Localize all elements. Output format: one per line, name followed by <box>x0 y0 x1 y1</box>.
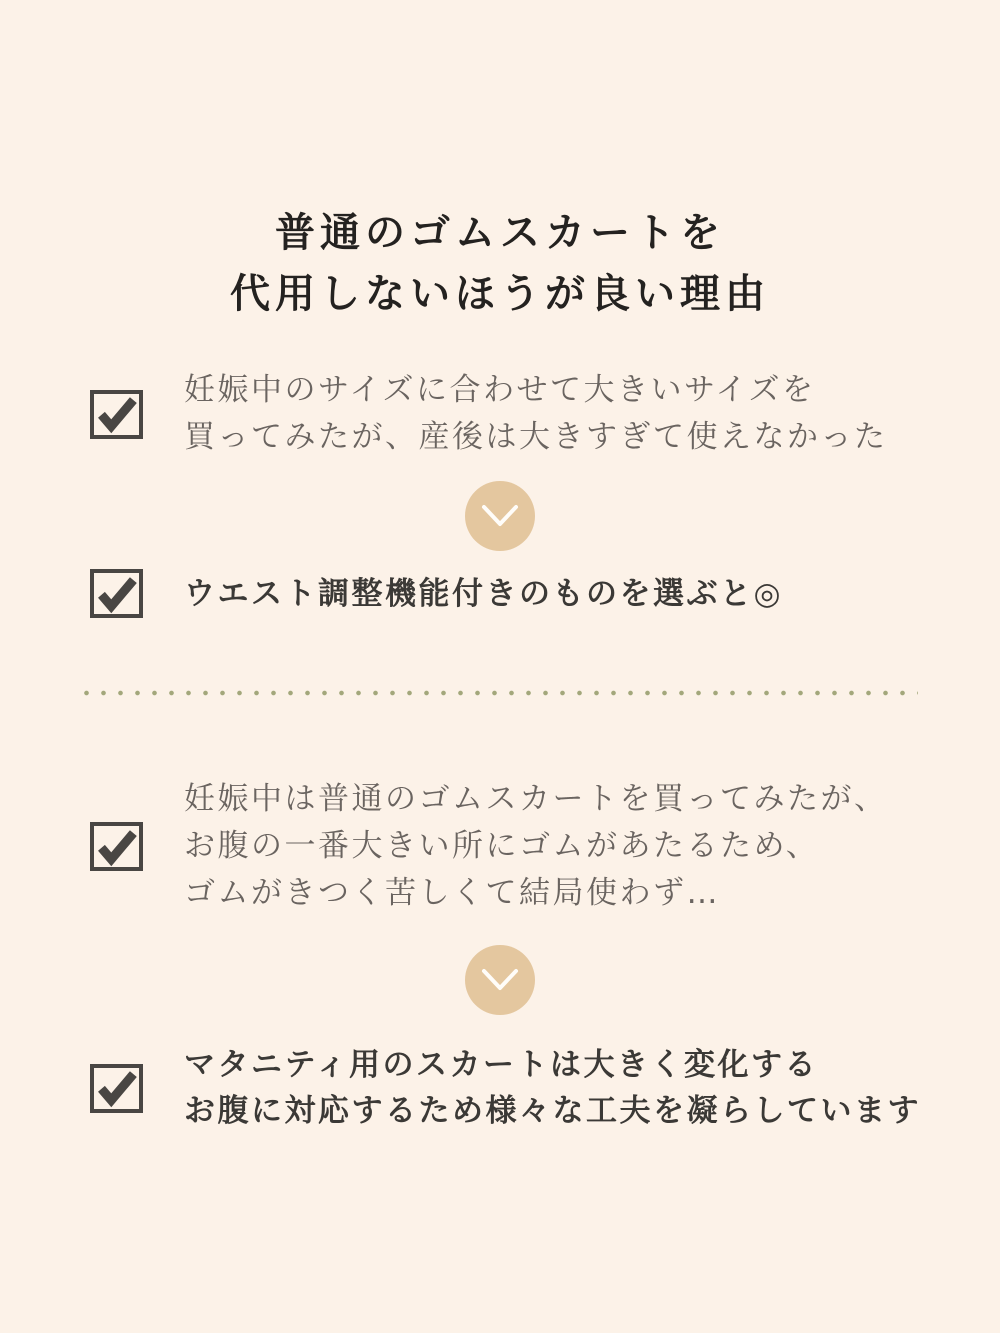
checklist-item-3 <box>90 776 888 917</box>
chevron-down-icon <box>480 967 520 993</box>
checklist-item-4-text <box>184 1042 921 1134</box>
dotted-divider <box>78 690 918 696</box>
checkbox-checked-icon <box>90 569 143 618</box>
chevron-down-icon <box>480 503 520 529</box>
title-line-2: 代用しないほうが良い理由 <box>230 271 770 317</box>
text-line: ゴムがきつく苦しくて結局使わず… <box>184 875 720 911</box>
text-line: 妊娠中のサイズに合わせて大きいサイズを <box>184 372 816 408</box>
checkbox-checked-icon <box>90 1064 143 1113</box>
checklist-item-1 <box>90 367 888 461</box>
text-line: 買ってみたが、産後は大きすぎて使えなかった <box>184 419 888 455</box>
text-line: 妊娠中は普通のゴムスカートを買ってみたが、 <box>184 781 888 817</box>
text-line: ウエスト調整機能付きのものを選ぶと◎ <box>184 575 784 612</box>
text-line: お腹に対応するため様々な工夫を凝らしています <box>184 1093 921 1129</box>
down-arrow-badge-1 <box>465 481 535 551</box>
checklist-item-4 <box>90 1042 921 1134</box>
checklist-item-1-text <box>184 367 888 461</box>
text-line: お腹の一番大きい所にゴムがあたるため、 <box>184 828 820 864</box>
checklist-item-2-text <box>184 571 783 617</box>
down-arrow-badge-2 <box>465 945 535 1015</box>
page-title <box>0 203 1000 325</box>
checkbox-checked-icon <box>90 390 143 439</box>
checkbox-checked-icon <box>90 822 143 871</box>
checklist-item-3-text <box>184 776 888 917</box>
text-line: マタニティ用のスカートは大きく変化する <box>184 1047 819 1083</box>
title-line-1: 普通のゴムスカートを <box>275 210 725 256</box>
checklist-item-2 <box>90 569 783 618</box>
